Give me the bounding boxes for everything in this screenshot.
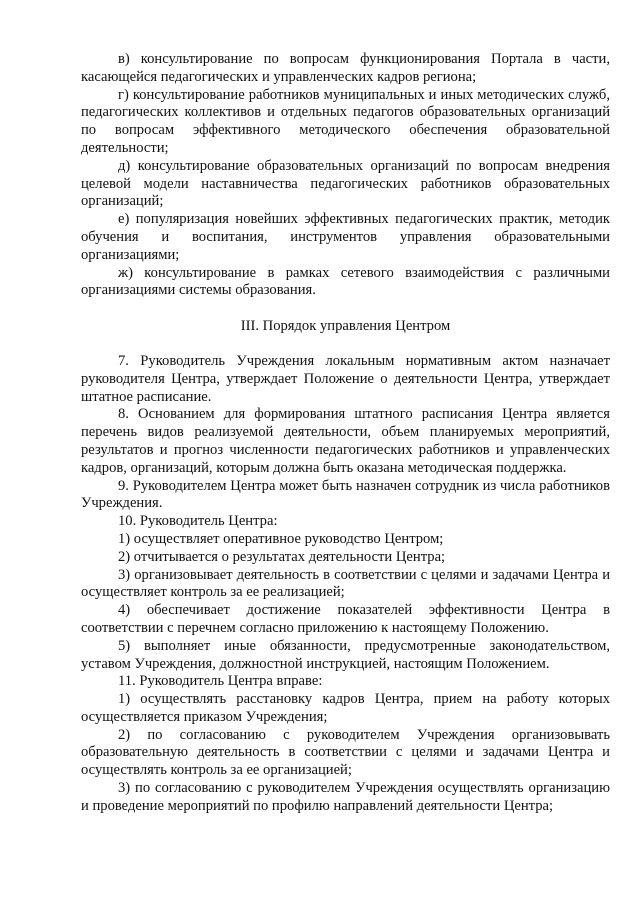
paragraph-11-3: 3) по согласованию с руководителем Учреждения осуществлять организацию и проведение мероприятий по профилю направлений деятельности Центра;: [81, 780, 610, 814]
paragraph-item-d: д) консультирование образовательных организаций по вопросам внедрения целевой модели наставничества педагогических работников образовательных организаций;: [81, 157, 610, 210]
paragraph-11: 11. Руководитель Центра вправе:: [118, 673, 323, 690]
document-body: [81, 51, 610, 816]
paragraph-item-v: в) консультирование по вопросам функционирования Портала в части, касающейся педагогических и управленческих кадров региона;: [81, 51, 610, 85]
section-heading: III. Порядок управления Центром: [240, 318, 451, 335]
paragraph-9: 9. Руководителем Центра может быть назначен сотрудник из числа работников Учреждения.: [81, 477, 610, 512]
paragraph-10-5: 5) выполняет иные обязанности, предусмотренные законодательством, уставом Учреждения, должностной инструкцией, настоящим Положением.: [81, 637, 610, 672]
paragraph-8: 8. Основанием для формирования штатного расписания Центра является перечень видов реализуемой деятельности, объем планируемых мероприятий, результатов и прогноз численности педагогических работников и управленческих кадров, организаций, которым должна быть оказана методическая поддержка.: [81, 406, 610, 476]
paragraph-item-e: е) популяризация новейших эффективных педагогических практик, методик обучения и воспитания, инструментов управления образовательными организациями;: [81, 211, 610, 263]
paragraph-11-1: 1) осуществлять расстановку кадров Центра, прием на работу которых осуществляется приказом Учреждения;: [81, 691, 610, 725]
paragraph-10: 10. Руководитель Центра:: [118, 513, 278, 530]
paragraph-10-4: 4) обеспечивает достижение показателей эффективности Центра в соответствии с перечнем согласно приложению к настоящему Положению.: [81, 602, 610, 636]
paragraph-10-2: 2) отчитывается о результатах деятельности Центра;: [118, 548, 446, 565]
paragraph-item-g: г) консультирование работников муниципальных и иных методических служб, педагогических коллективов и отдельных педагогов образовательных организаций по вопросам эффективного методического обеспечения образовательной деятельности;: [81, 86, 610, 156]
paragraph-11-2: 2) по согласованию с руководителем Учреждения организовывать образовательную деятельность в соответствии с целями и задачами Центра и осуществлять контроль за ее организацией;: [81, 726, 610, 779]
paragraph-7: 7. Руководитель Учреждения локальным нормативным актом назначает руководителя Центра, утверждает Положение о деятельности Центра, утверждает штатное расписание.: [81, 352, 610, 405]
paragraph-10-3: 3) организовывает деятельность в соответствии с целями и задачами Центра и осуществляет контроль за ее реализацией;: [81, 566, 610, 601]
paragraph-item-zh: ж) консультирование в рамках сетевого взаимодействия с различными организациями системы образования.: [81, 264, 610, 299]
paragraph-10-1: 1) осуществляет оперативное руководство Центром;: [118, 530, 444, 547]
